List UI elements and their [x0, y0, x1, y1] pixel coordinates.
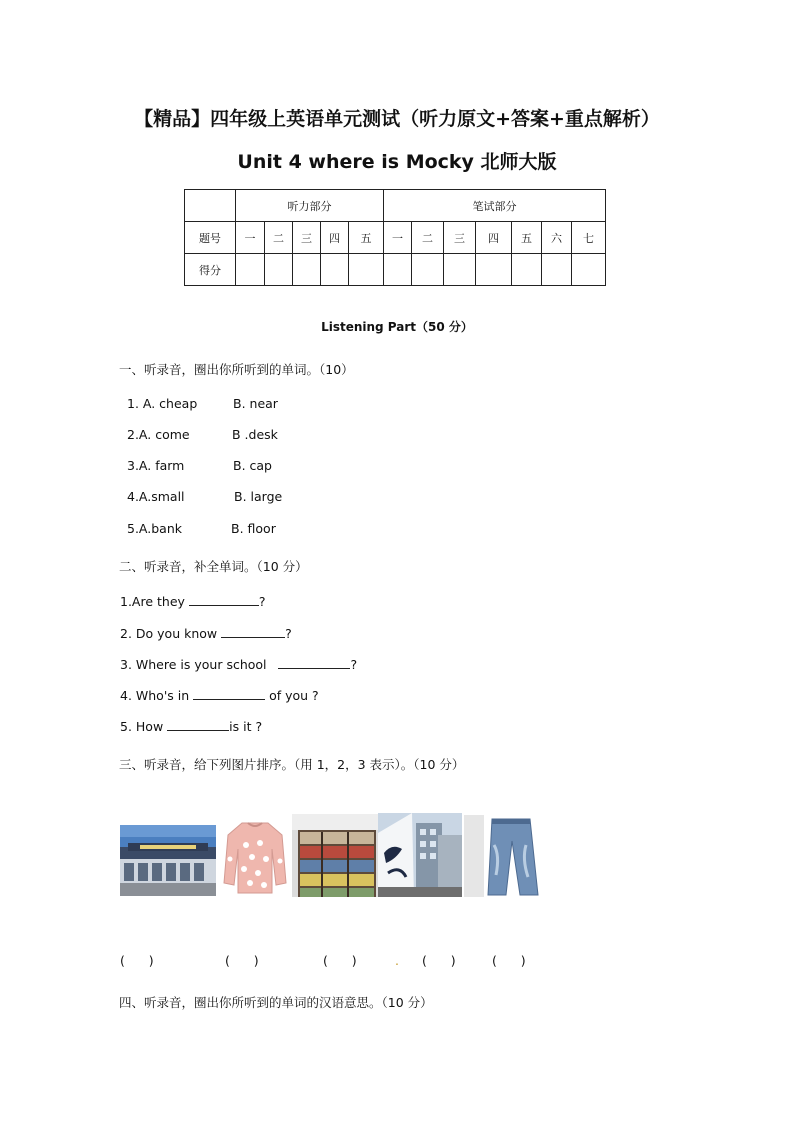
s1-item-4-a[interactable]: 4.A.small	[127, 489, 185, 504]
score-table	[184, 189, 606, 286]
score-cell[interactable]	[412, 254, 444, 286]
s2-item-5-text: 5. How	[120, 719, 168, 734]
s1-item-3-a[interactable]: 3.A. farm	[127, 458, 185, 473]
document-subtitle: Unit 4 where is Mocky 北师大版	[237, 151, 557, 173]
s1-item-3-b[interactable]: B. cap	[233, 458, 272, 473]
s2-item-4-end: of you ?	[265, 688, 319, 703]
score-cell[interactable]	[512, 254, 542, 286]
s2-item-4-text: 4. Who's in	[120, 688, 194, 703]
listening-col: 二	[265, 222, 293, 254]
listening-header: 听力部分	[236, 190, 384, 222]
answer-paren-5[interactable]: ( )	[492, 953, 526, 968]
score-table-corner	[185, 190, 236, 222]
section2-heading: 二、听录音，补全单词。（10 分）	[119, 559, 308, 574]
answer-paren-1[interactable]: ( )	[120, 953, 154, 968]
written-col: 一	[384, 222, 412, 254]
listening-col: 三	[293, 222, 321, 254]
s2-item-1-text: 1.Are they	[120, 594, 189, 609]
row-label-number: 题号	[185, 222, 236, 254]
section1-heading: 一、听录音，圈出你所听到的单词。（10）	[119, 362, 354, 377]
s1-item-1-b[interactable]: B. near	[233, 396, 278, 411]
listening-col: 五	[349, 222, 384, 254]
score-cell[interactable]	[572, 254, 606, 286]
score-cell[interactable]	[321, 254, 349, 286]
listening-col: 四	[321, 222, 349, 254]
jeans-photo	[464, 815, 554, 897]
score-cell[interactable]	[444, 254, 476, 286]
score-cell[interactable]	[384, 254, 412, 286]
city-street-photo	[378, 813, 462, 897]
s2-item-3-end: ?	[350, 657, 358, 672]
sweater-photo	[222, 815, 288, 899]
score-cell[interactable]	[236, 254, 265, 286]
s1-item-4-b[interactable]: B. large	[234, 489, 283, 504]
s2-item-5	[120, 718, 262, 734]
listening-part-heading: Listening Part（50 分）	[321, 320, 473, 334]
written-col: 七	[572, 222, 606, 254]
answer-paren-3[interactable]: ( )	[323, 953, 357, 968]
answer-paren-2[interactable]: ( )	[225, 953, 259, 968]
score-cell[interactable]	[542, 254, 572, 286]
station-photo	[120, 825, 216, 896]
s2-item-2-end: ?	[285, 626, 292, 641]
stray-dot: .	[395, 953, 399, 968]
s2-item-2-text: 2. Do you know	[120, 626, 222, 641]
fill-blank[interactable]	[167, 718, 229, 731]
s1-item-2-a[interactable]: 2.A. come	[127, 427, 190, 442]
s1-item-5-a[interactable]: 5.A.bank	[127, 521, 182, 536]
s2-item-1	[120, 593, 266, 609]
s2-item-5-end: is it ?	[229, 719, 263, 734]
s1-item-1-a[interactable]: 1. A. cheap	[127, 396, 198, 411]
s2-item-3	[120, 656, 357, 672]
written-col: 二	[412, 222, 444, 254]
score-cell[interactable]	[293, 254, 321, 286]
fill-blank[interactable]	[189, 593, 259, 606]
s2-item-3-text: 3. Where is your school	[120, 657, 279, 672]
score-cell[interactable]	[349, 254, 384, 286]
s1-item-5-b[interactable]: B. floor	[231, 521, 276, 536]
written-header: 笔试部分	[384, 190, 606, 222]
answer-paren-4[interactable]: ( )	[422, 953, 456, 968]
written-col: 四	[476, 222, 512, 254]
document-title: 【精品】四年级上英语单元测试（听力原文+答案+重点解析）	[134, 108, 660, 130]
score-cell[interactable]	[265, 254, 293, 286]
s2-item-4	[120, 687, 319, 703]
written-col: 三	[444, 222, 476, 254]
section3-heading: 三、听录音，给下列图片排序。（用 1，2，3 表示）。（10 分）	[119, 757, 465, 772]
bookstore-photo	[292, 814, 382, 897]
fill-blank[interactable]	[221, 625, 285, 638]
fill-blank[interactable]	[193, 687, 265, 700]
listening-col: 一	[236, 222, 265, 254]
score-cell[interactable]	[476, 254, 512, 286]
written-col: 五	[512, 222, 542, 254]
fill-blank[interactable]	[278, 656, 350, 669]
s1-item-2-b[interactable]: B .desk	[232, 427, 278, 442]
written-col: 六	[542, 222, 572, 254]
s2-item-2	[120, 625, 292, 641]
section4-heading: 四、听录音，圈出你所听到的单词的汉语意思。（10 分）	[119, 995, 433, 1010]
row-label-score: 得分	[185, 254, 236, 286]
s2-item-1-end: ?	[258, 594, 266, 609]
